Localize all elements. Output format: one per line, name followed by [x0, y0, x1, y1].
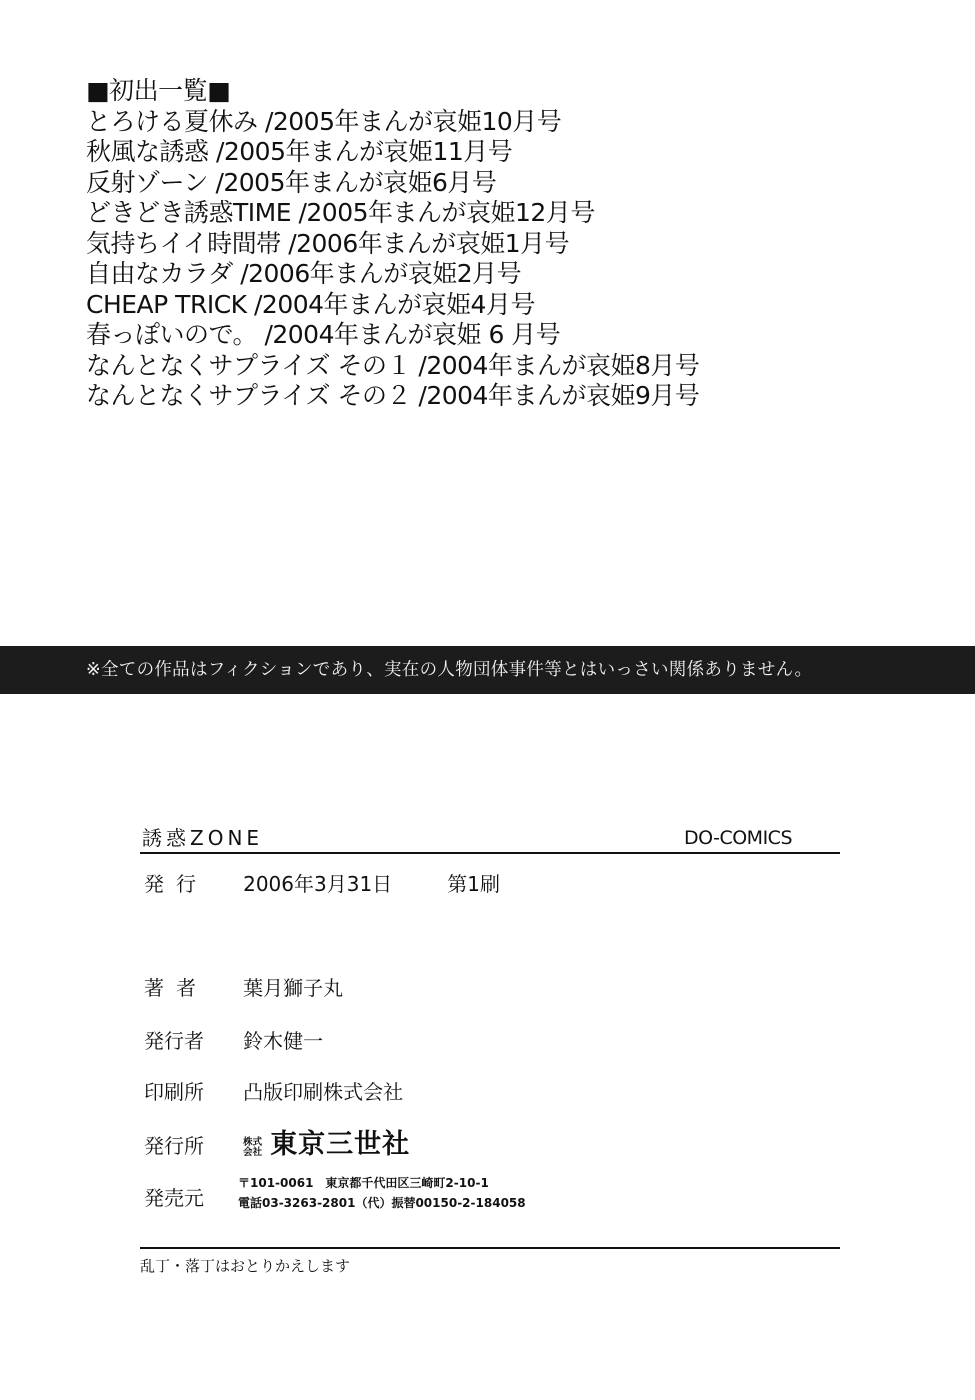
distributor-phone: 電話03-3263-2801（代）振替00150-2-184058: [238, 1196, 526, 1210]
publisher-name: 東京三世社: [270, 1129, 411, 1160]
replacement-note: 乱丁・落丁はおとりかえします: [140, 1257, 351, 1275]
imprint-label: DO-COMICS: [683, 827, 792, 849]
issue-date: 2006年3月31日: [243, 872, 393, 896]
book-title: 誘惑ZONE: [142, 826, 264, 850]
printer-name: 凸版印刷株式会社: [243, 1080, 404, 1104]
issuer-name: 鈴木健一: [243, 1029, 324, 1053]
printing-number: 第1刷: [447, 872, 500, 896]
title-row: [140, 826, 840, 854]
bottom-divider: [140, 1247, 840, 1249]
printer-row: [144, 1076, 403, 1105]
list-item: どきどき誘惑TIME /2005年まんが哀姫12月号: [86, 198, 595, 227]
list-item: なんとなくサプライズ その２ /2004年まんが哀姫9月号: [86, 381, 700, 410]
first-appearance-heading: ■初出一覧■: [86, 76, 231, 105]
printer-label: 印刷所: [144, 1080, 204, 1104]
disclaimer-band: [0, 646, 975, 694]
publisher-row: [144, 1122, 410, 1161]
list-item: 反射ゾーン /2005年まんが哀姫6月号: [86, 167, 497, 197]
corporation-mark: [243, 1138, 265, 1158]
distributor-row: [144, 1182, 238, 1211]
issuer-label: 発行者: [144, 1029, 204, 1053]
issue-label: 発行: [144, 872, 208, 896]
list-item: 自由なカラダ /2006年まんが哀姫2月号: [86, 259, 522, 288]
list-item: とろける夏休み /2005年まんが哀姫10月号: [86, 106, 562, 136]
distributor-label: 発売元: [144, 1186, 204, 1210]
list-item: なんとなくサプライズ その１ /2004年まんが哀姫8月号: [86, 350, 700, 380]
publisher-label: 発行所: [144, 1134, 204, 1158]
issue-row: [144, 868, 500, 897]
distributor-address: 〒101-0061 東京都千代田区三崎町2-10-1: [238, 1176, 489, 1190]
colophon: [140, 826, 840, 1210]
author-label: 著者: [144, 976, 208, 1000]
author-row: [144, 972, 343, 1001]
issuer-row: [144, 1025, 323, 1054]
disclaimer-text: ※全ての作品はフィクションであり、実在の人物団体事件等とはいっさい関係ありません。: [86, 660, 813, 680]
list-item: 気持ちイイ時間帯 /2006年まんが哀姫1月号: [86, 228, 570, 258]
list-item: 秋風な誘惑 /2005年まんが哀姫11月号: [86, 137, 513, 166]
author-name: 葉月獅子丸: [243, 976, 344, 1000]
corporation-mark-top: 株式: [243, 1137, 263, 1148]
list-item: CHEAP TRICK /2004年まんが哀姫4月号: [86, 289, 535, 319]
first-appearance-list: [86, 76, 826, 412]
corporation-mark-bottom: 会社: [243, 1147, 263, 1158]
list-item: 春っぽいので。 /2004年まんが哀姫 6 月号: [86, 320, 561, 349]
